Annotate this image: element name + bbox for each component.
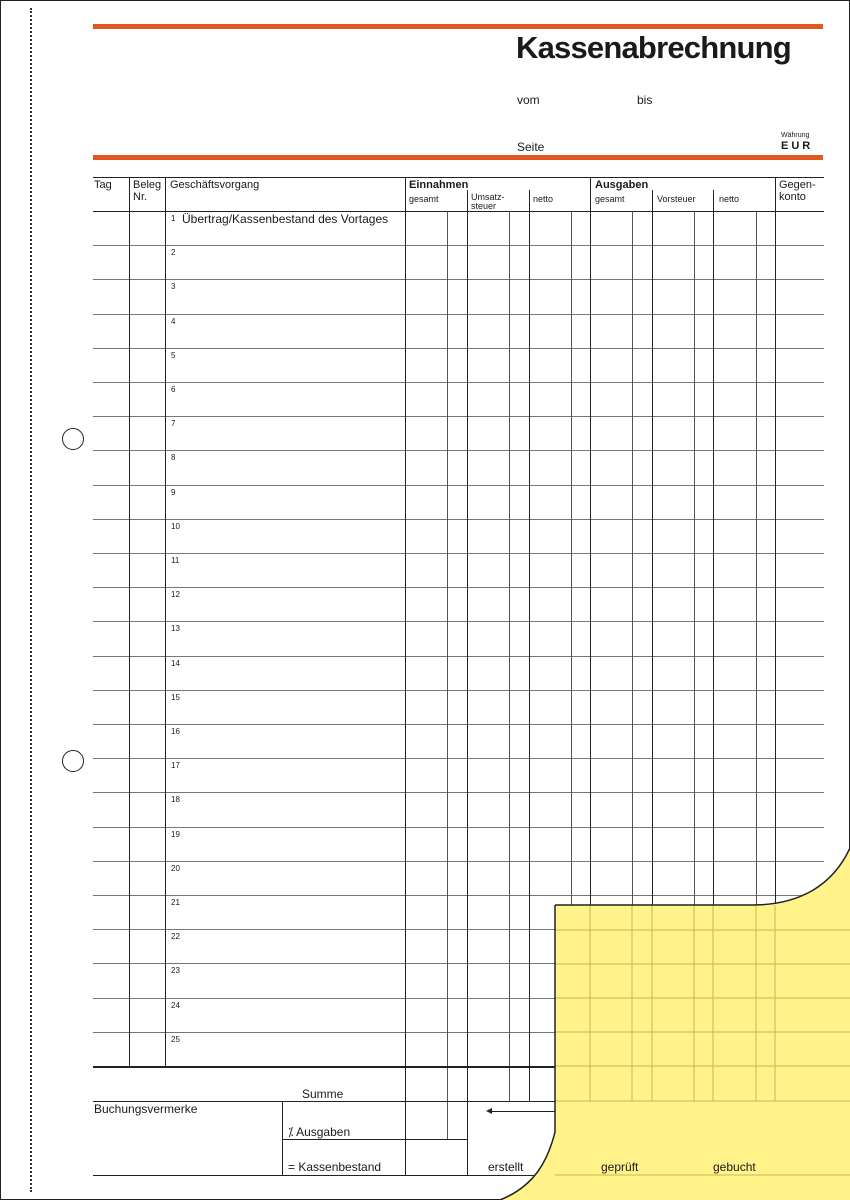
col-beleg-nr: Nr.	[133, 191, 148, 203]
kassenbestand-label: = Kassenbestand	[288, 1160, 382, 1174]
row-number: 3	[171, 282, 176, 291]
currency-value: EUR	[781, 140, 814, 152]
form-title: Kassenabrechnung	[516, 30, 791, 65]
buchungsvermerke-label: Buchungsvermerke	[94, 1102, 198, 1116]
row-number: 15	[171, 693, 180, 702]
col-gegenkonto-2: konto	[779, 191, 806, 203]
col-tag: Tag	[94, 179, 112, 191]
row-number: 21	[171, 898, 180, 907]
col-ausgaben: Ausgaben	[595, 179, 649, 191]
col-beleg: Beleg	[133, 179, 162, 191]
col-ausgaben-netto: netto	[719, 194, 740, 204]
row-number: 4	[171, 317, 176, 326]
row-number: 22	[171, 932, 180, 941]
col-einnahmen-ust: Umsatz-	[471, 192, 505, 202]
copy-sheet	[500, 848, 850, 1200]
row-number: 14	[171, 659, 180, 668]
date-to-label: bis	[637, 93, 653, 107]
col-einnahmen-gesamt: gesamt	[409, 194, 439, 204]
col-einnahmen: Einnahmen	[409, 179, 469, 191]
summe-label: Summe	[302, 1087, 344, 1101]
row-number: 16	[171, 727, 180, 736]
erstellt-label: erstellt	[488, 1160, 524, 1174]
row-number: 5	[171, 351, 176, 360]
col-einnahmen-netto: netto	[533, 194, 554, 204]
col-ausgaben-vorsteuer: Vorsteuer	[657, 194, 696, 204]
row-number: 7	[171, 419, 176, 428]
row-number: 8	[171, 453, 176, 462]
page-number-label: Seite	[517, 140, 545, 154]
col-ausgaben-gesamt: gesamt	[595, 194, 625, 204]
row-number: 20	[171, 864, 180, 873]
row-number: 13	[171, 624, 180, 633]
row-number: 17	[171, 761, 180, 770]
col-gegenkonto: Gegen-	[779, 179, 816, 191]
row-number: 25	[171, 1035, 180, 1044]
row-number: 1	[171, 214, 176, 223]
row-number: 24	[171, 1001, 180, 1010]
gebucht-label: gebucht	[713, 1160, 756, 1174]
ausgaben-minus-label: ⁒ Ausgaben	[288, 1125, 351, 1139]
row-number: 9	[171, 488, 176, 497]
row-number: 6	[171, 385, 176, 394]
first-row-text: Übertrag/Kassenbestand des Vortages	[182, 212, 389, 226]
row-number: 19	[171, 830, 180, 839]
row-number: 2	[171, 248, 176, 257]
geprueft-label: geprüft	[601, 1160, 639, 1174]
date-from-label: vom	[517, 93, 540, 107]
row-number: 12	[171, 590, 180, 599]
col-einnahmen-ust-2: steuer	[471, 201, 497, 211]
row-number: 10	[171, 522, 180, 531]
col-geschaeftsvorgang: Geschäftsvorgang	[170, 179, 260, 191]
row-number: 23	[171, 966, 180, 975]
currency-caption: Währung	[781, 132, 810, 139]
row-number: 18	[171, 795, 180, 804]
row-number: 11	[171, 556, 180, 565]
